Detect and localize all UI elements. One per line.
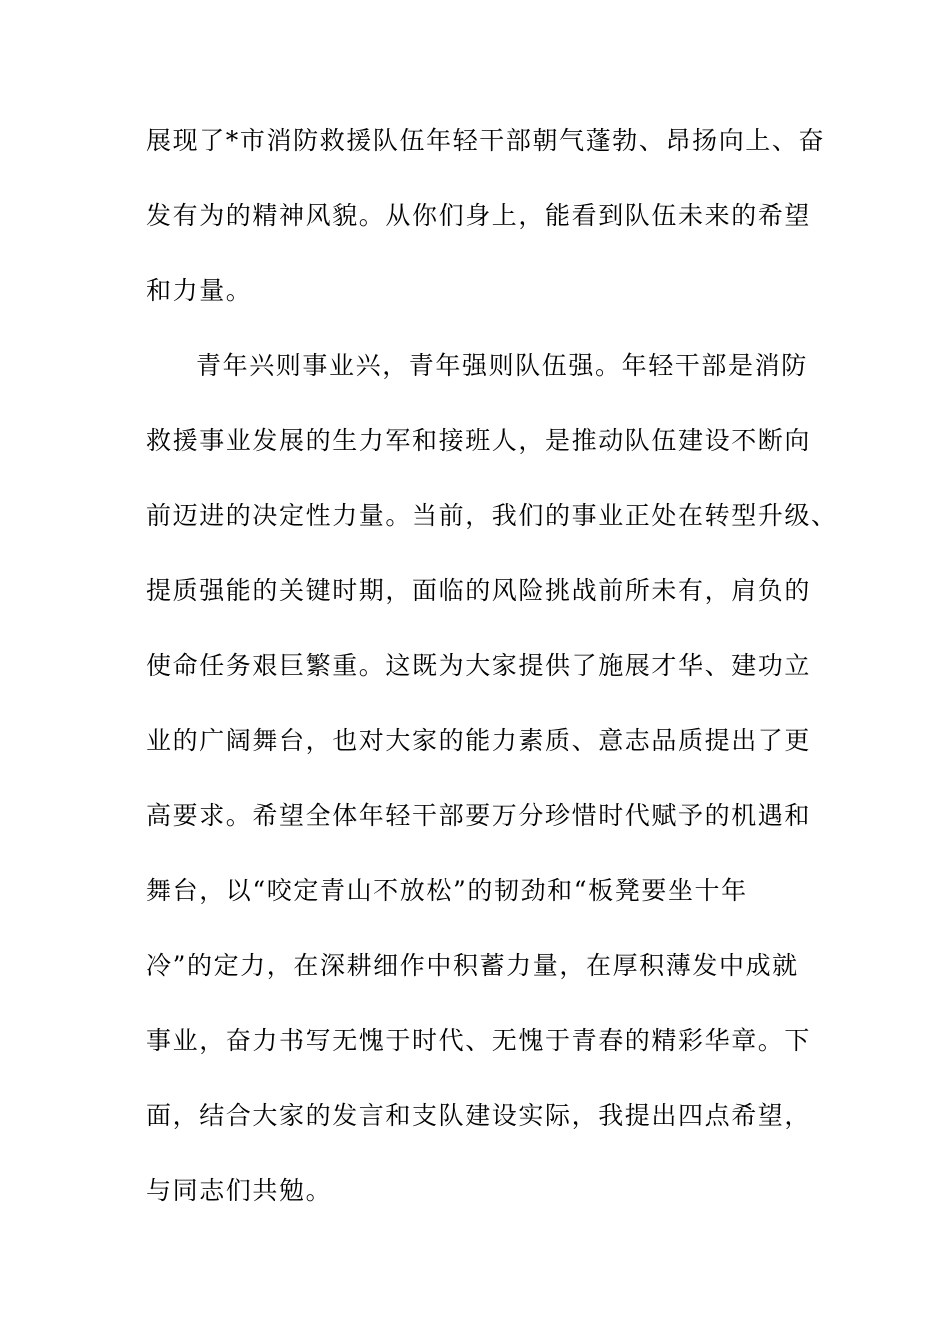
text-line: 救援事业发展的生力军和接班人，是推动队伍建设不断向 xyxy=(146,426,812,455)
text-line: 提质强能的关键时期，面临的风险挑战前所未有，肩负的 xyxy=(146,576,812,605)
text-line: 前迈进的决定性力量。当前，我们的事业正处在转型升级、 xyxy=(146,501,838,530)
text-line: 展现了*市消防救援队伍年轻干部朝气蓬勃、昂扬向上、奋 xyxy=(146,126,826,155)
text-line: 高要求。希望全体年轻干部要万分珍惜时代赋予的机遇和 xyxy=(146,801,812,830)
text-line: 舞台，以“咬定青山不放松”的韧劲和“板凳要坐十年 xyxy=(146,876,748,905)
text-line: 业的广阔舞台，也对大家的能力素质、意志品质提出了更 xyxy=(146,726,812,755)
text-line: 与同志们共勉。 xyxy=(146,1176,333,1205)
text-line: 面，结合大家的发言和支队建设实际，我提出四点希望， xyxy=(146,1101,812,1130)
text-line: 冷”的定力，在深耕细作中积蓄力量，在厚积薄发中成就 xyxy=(146,951,799,980)
text-line: 事业，奋力书写无愧于时代、无愧于青春的精彩华章。下 xyxy=(146,1026,812,1055)
text-line: 使命任务艰巨繁重。这既为大家提供了施展才华、建功立 xyxy=(146,651,812,680)
text-line: 和力量。 xyxy=(146,276,253,305)
text-line: 发有为的精神风貌。从你们身上，能看到队伍未来的希望 xyxy=(146,201,812,230)
paragraph-first-line: 青年兴则事业兴，青年强则队伍强。年轻干部是消防 xyxy=(196,351,808,380)
